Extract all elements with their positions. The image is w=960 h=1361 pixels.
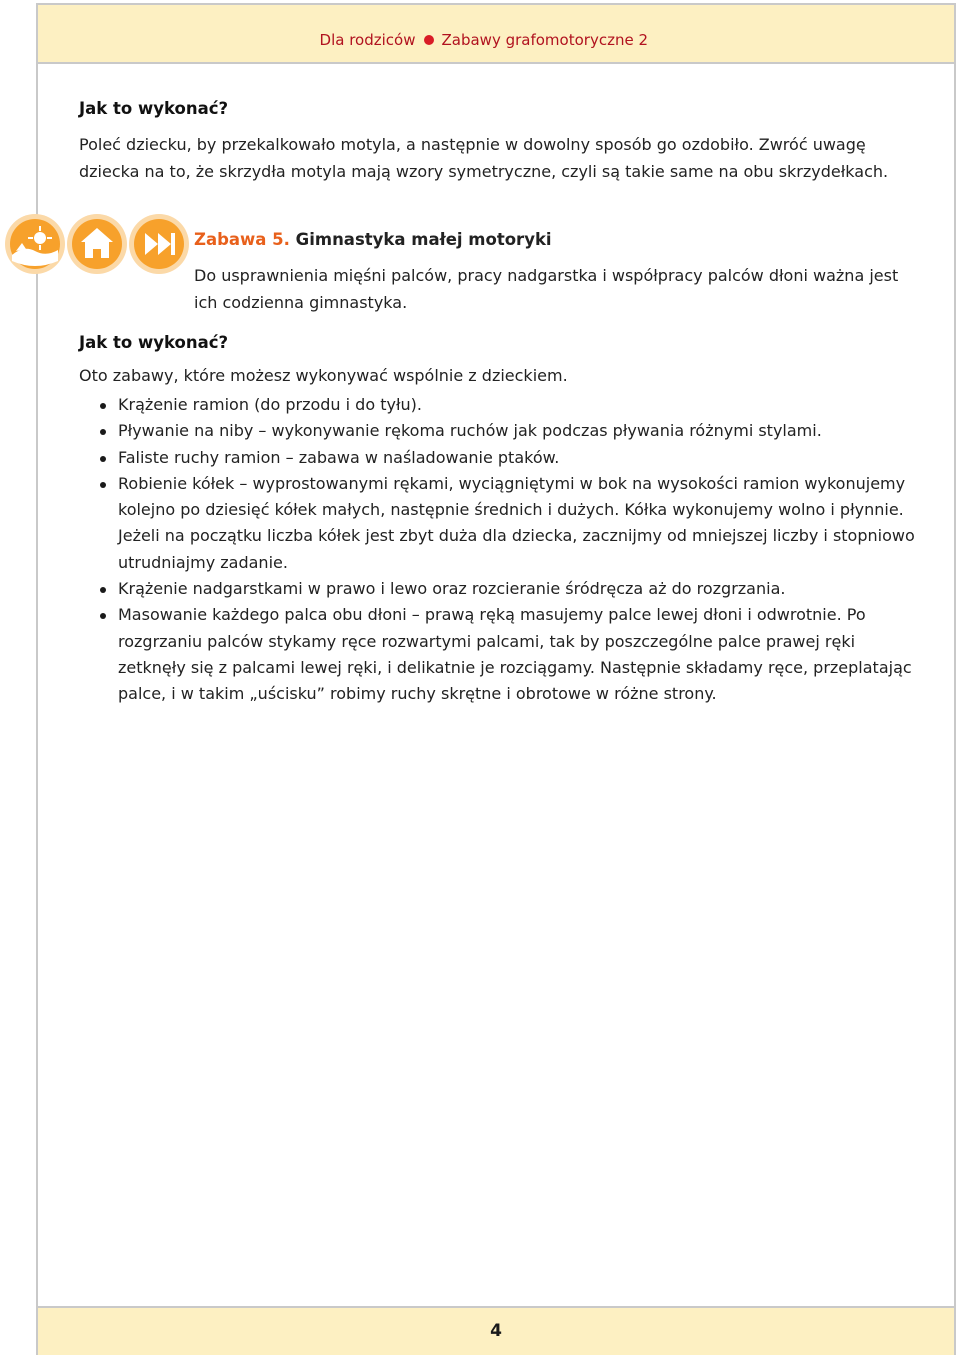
bullet-icon — [100, 613, 106, 619]
activity-title — [194, 230, 552, 249]
list-item — [79, 471, 924, 576]
list-item-text: Masowanie każdego palca obu dłoni – prawą ręką masujemy palce lewej dłoni i odwrotnie. Po rozgrzaniu palców stykamy ręce rozwartymi palcami, tak by poszczególne palce prawej ręki zetknęły się z palcami lewej ręki, i delikatnie je rozciągamy. Następnie składamy ręce, przeplatając palce, i w takim „uścisku” robimy ruchy skrętne i obrotowe w różne strony. — [118, 605, 912, 704]
bullet-icon — [100, 403, 106, 409]
page-number: 4 — [490, 1321, 502, 1341]
header-right-label: Zabawy grafomotoryczne 2 — [441, 31, 648, 49]
header-left-label: Dla rodziców — [319, 31, 416, 49]
list-item-text: Pływanie na niby – wykonywanie rękoma ruchów jak podczas pływania różnymi stylami. — [118, 421, 822, 441]
home-icon — [66, 213, 128, 275]
bullet-icon — [100, 587, 106, 593]
section1-heading: Jak to wykonać? — [79, 99, 229, 118]
page-footer — [38, 1306, 954, 1355]
list-item-text: Robienie kółek – wyprostowanymi rękami, wyciągniętymi w bok na wysokości ramion wykonujemy kolejno po dziesięć kółek małych, następnie średnich i dużych. Kółka wykonujemy wolno i płynnie. Jeżeli na początku liczba kółek jest zbyt duża dla dziecka, zacznijmy od mniejszej liczby i stopniowo utrudniajmy zadanie. — [118, 473, 915, 572]
list-item-text: Krążenie nadgarstkami w prawo i lewo oraz rozcieranie śródręcza aż do rozgrzania. — [118, 579, 786, 599]
list-item — [79, 602, 924, 707]
list-item — [79, 445, 924, 471]
sun-landscape-icon — [4, 213, 66, 275]
exercise-list — [79, 392, 924, 708]
bullet-icon — [100, 429, 106, 435]
list-item-text: Krążenie ramion (do przodu i do tyłu). — [118, 395, 422, 414]
activity-name: Gimnastyka małej motoryki — [295, 230, 552, 249]
activity-number: Zabawa 5. — [194, 230, 290, 249]
bullet-icon — [100, 456, 106, 462]
header-dot-icon — [424, 35, 434, 45]
list-item — [79, 392, 924, 418]
list-item-text: Faliste ruchy ramion – zabawa w naśladowanie ptaków. — [118, 447, 560, 467]
page-header — [38, 5, 954, 64]
list-item — [79, 576, 924, 602]
fast-forward-icon — [128, 213, 190, 275]
section1-text: Poleć dziecku, by przekalkowało motyla, a następnie w dowolny sposób go ozdobiło. Zwróć uwagę dziecka na to, że skrzydła motyla mają wzory symetryczne, czyli są takie same na obu skrzydełkach. — [79, 135, 889, 181]
activity-icons — [4, 213, 189, 277]
section2-intro: Oto zabawy, które możesz wykonywać wspólnie z dzieckiem. — [79, 366, 568, 385]
list-item — [79, 418, 924, 444]
header-text — [320, 31, 648, 49]
bullet-icon — [100, 482, 106, 488]
section2-heading: Jak to wykonać? — [79, 333, 229, 352]
activity-description: Do usprawnienia mięśni palców, pracy nadgarstka i współpracy palców dłoni ważna jest ich codzienna gimnastyka. — [194, 266, 899, 312]
